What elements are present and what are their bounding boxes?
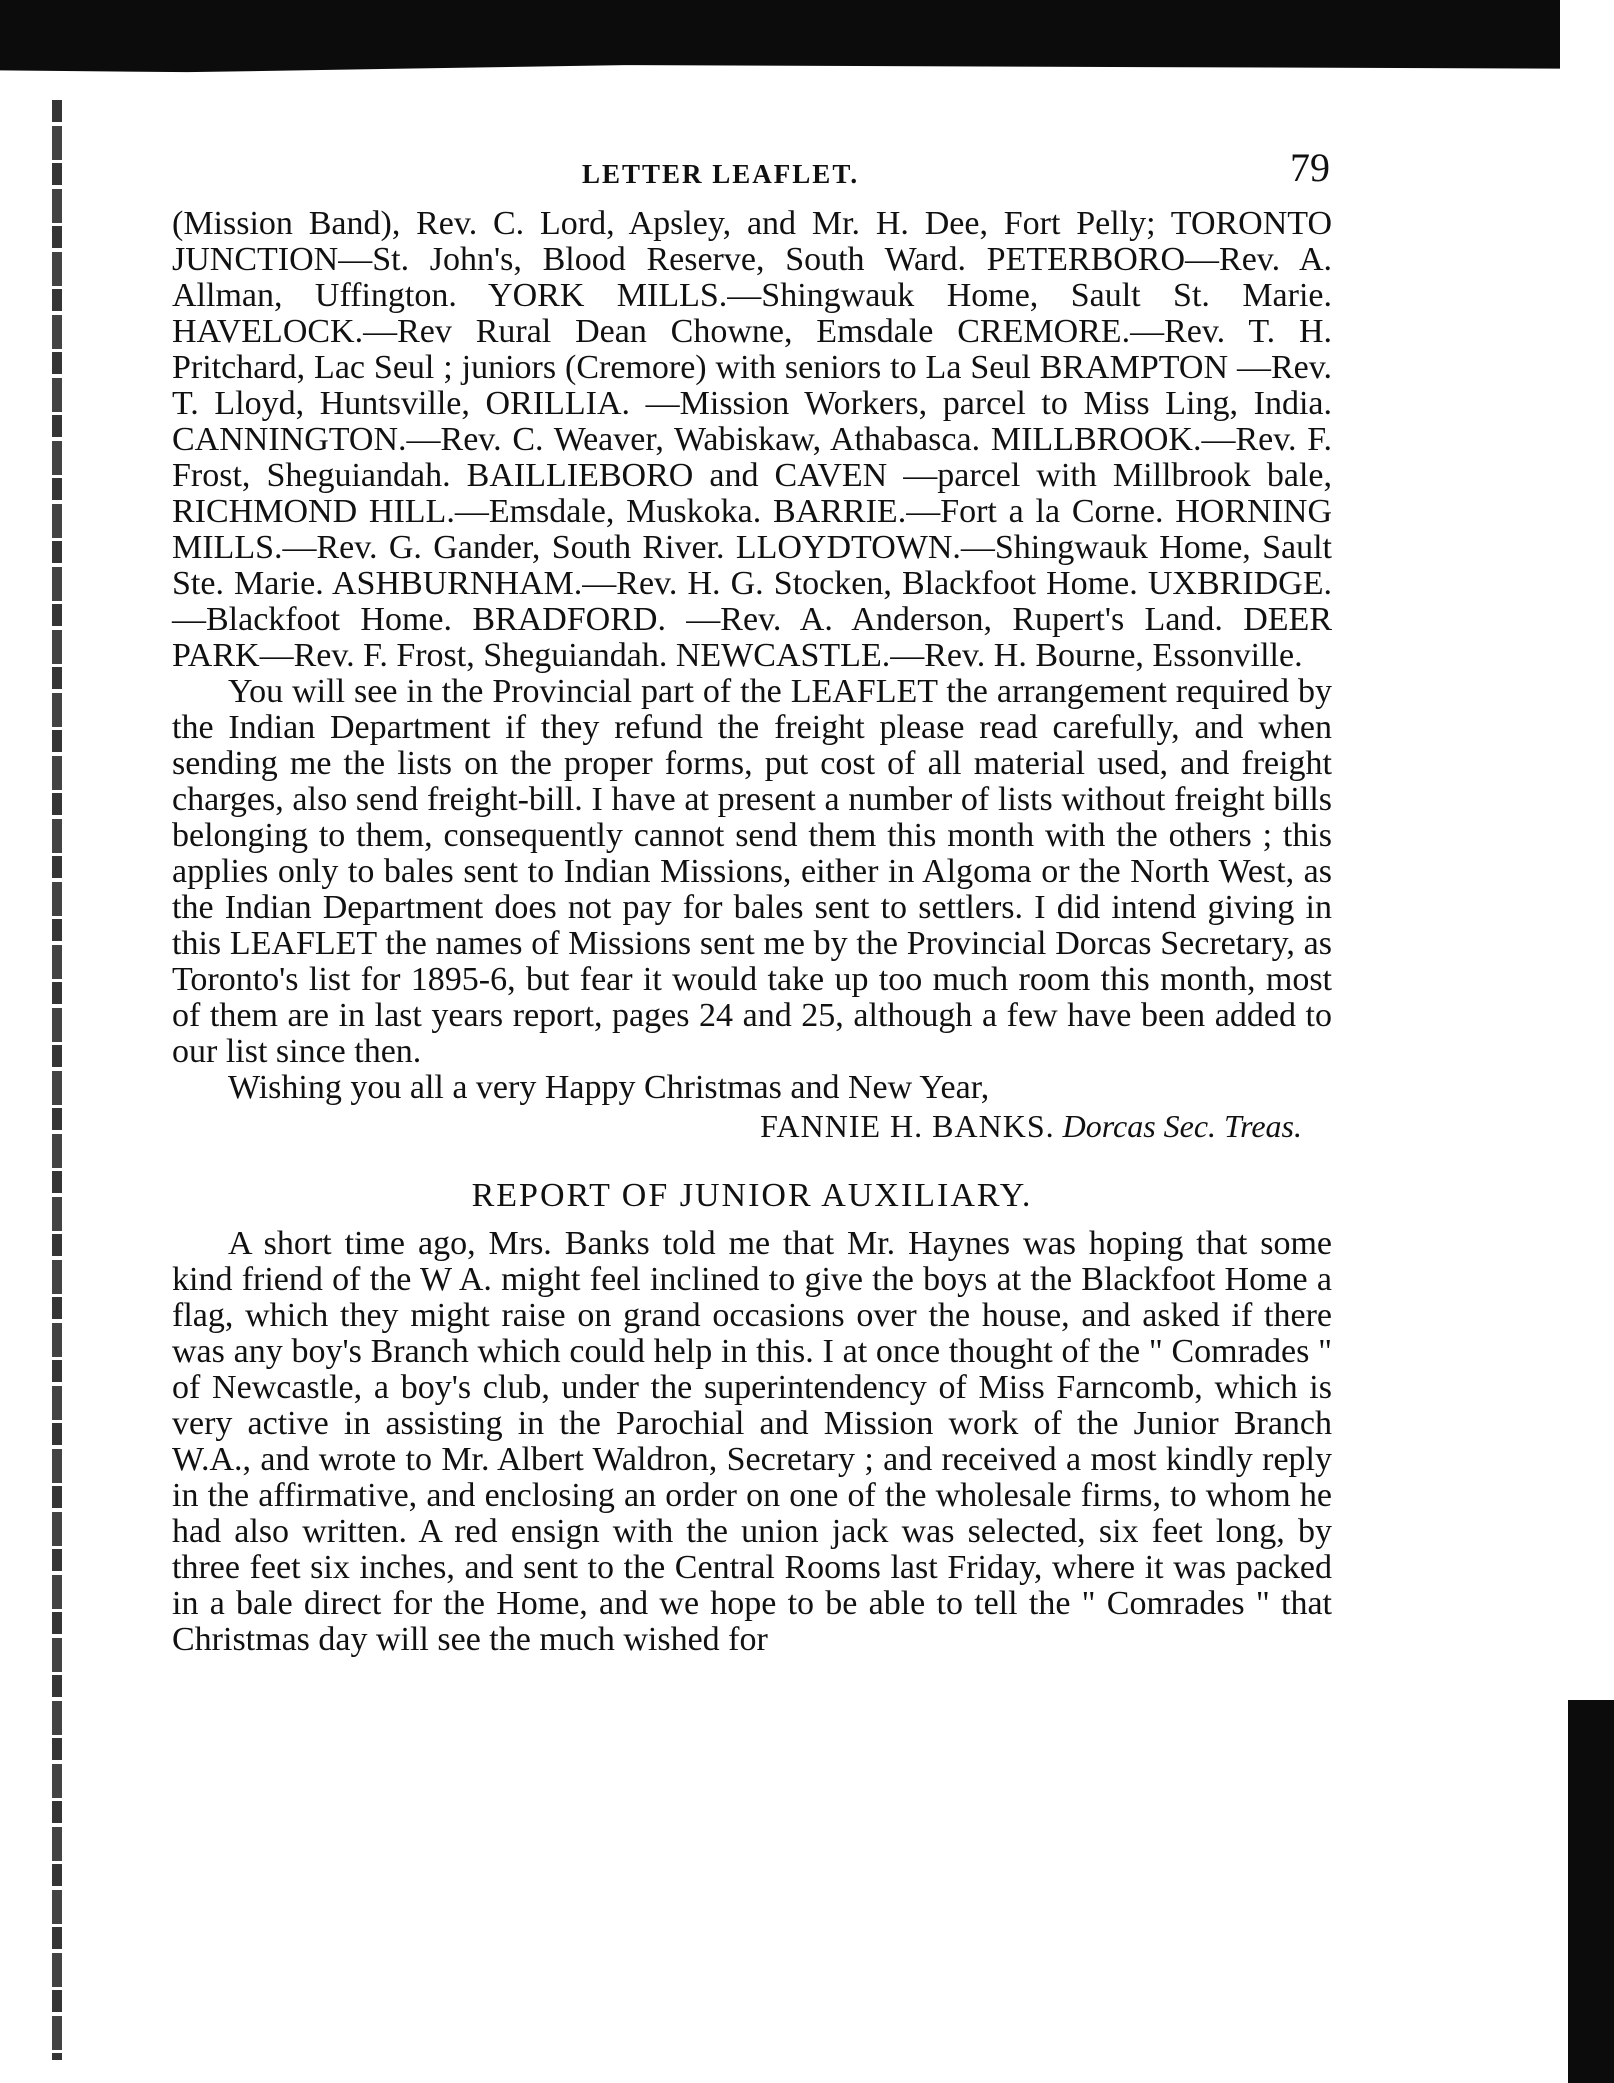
signature-name: FANNIE H. BANKS. xyxy=(760,1108,1055,1144)
freight-instructions-paragraph: You will see in the Provincial part of the LEAFLET the arrangement required by the Indian Department if they refund the freight please read carefully, and when sending me the lists on the proper forms, put cost of all material used, and freight charges, also send freight-bill. I have at present a number of lists without freight bills belonging to them, consequently cannot send them this month with the others ; this applies only to bales sent to Indian Missions, either in Algoma or the North West, as the Indian Department does not pay for bales sent to settlers. I did intend giving in this LEAFLET the names of Missions sent me by the Provincial Dorcas Secretary, as Toronto's list for 1895-6, but fear it would take up too much room this month, most of them are in last years report, pages 24 and 25, although a few have been added to our list since then. xyxy=(172,673,1332,1070)
greeting-paragraph: Wishing you all a very Happy Christmas and New Year, xyxy=(228,1069,990,1106)
running-head: LETTER LEAFLET. xyxy=(582,159,860,189)
document-page xyxy=(172,145,1332,1658)
page-number: 79 xyxy=(1290,145,1330,190)
junior-auxiliary-paragraph: A short time ago, Mrs. Banks told me that Mr. Haynes was hoping that some kind friend of the W A. might feel inclined to give the boys at the Blackfoot Home a flag, which they might raise on grand occasions over the house, and asked if there was any boy's Branch which could help in this. I at once thought of the " Comrades " of Newcastle, a boy's club, under the superintendency of Miss Farncomb, which is very active in assisting in the Parochial and Mission work of the Junior Branch W.A., and wrote to Mr. Albert Waldron, Secretary ; and received a most kindly reply in the affirmative, and enclosing an order on one of the wholesale firms, to whom he had also written. A red ensign with the union jack was selected, six feet long, by three feet six inches, and sent to the Central Rooms last Friday, where it was packed in a bale direct for the Home, and we hope to be able to tell the " Comrades " that Christmas day will see the much wished for xyxy=(172,1225,1332,1658)
donation-list-paragraph: (Mission Band), Rev. C. Lord, Apsley, and Mr. H. Dee, Fort Pelly; TORONTO JUNCTION—St. John's, Blood Reserve, South Ward. PETERBORO—Rev. A. Allman, Uffington. YORK MILLS.—Shingwauk Home, Sault St. Marie. HAVELOCK.—Rev Rural Dean Chowne, Emsdale CREMORE.—Rev. T. H. Pritchard, Lac Seul ; juniors (Cremore) with seniors to La Seul BRAMPTON —Rev. T. Lloyd, Huntsville, ORILLIA. —Mission Workers, parcel to Miss Ling, India. CANNINGTON.—Rev. C. Weaver, Wabiskaw, Athabasca. MILLBROOK.—Rev. F. Frost, Sheguiandah. BAILLIEBORO and CAVEN —parcel with Millbrook bale, RICHMOND HILL.—Emsdale, Muskoka. BARRIE.—Fort a la Corne. HORNING MILLS.—Rev. G. Gander, South River. LLOYDTOWN.—Shingwauk Home, Sault Ste. Marie. ASHBURNHAM.—Rev. H. G. Stocken, Blackfoot Home. UXBRIDGE.—Blackfoot Home. BRADFORD. —Rev. A. Anderson, Rupert's Land. DEER PARK—Rev. F. Frost, Sheguiandah. NEWCASTLE.—Rev. H. Bourne, Essonville. xyxy=(172,205,1332,674)
scan-right-edge xyxy=(1568,1700,1614,2083)
scan-top-border xyxy=(0,0,1560,88)
section-title: REPORT OF JUNIOR AUXILIARY. xyxy=(471,1177,1033,1214)
scan-left-edge xyxy=(52,100,62,2060)
signature xyxy=(172,1108,1332,1144)
signature-role: Dorcas Sec. Treas. xyxy=(1062,1108,1302,1144)
page-header xyxy=(172,145,1332,196)
